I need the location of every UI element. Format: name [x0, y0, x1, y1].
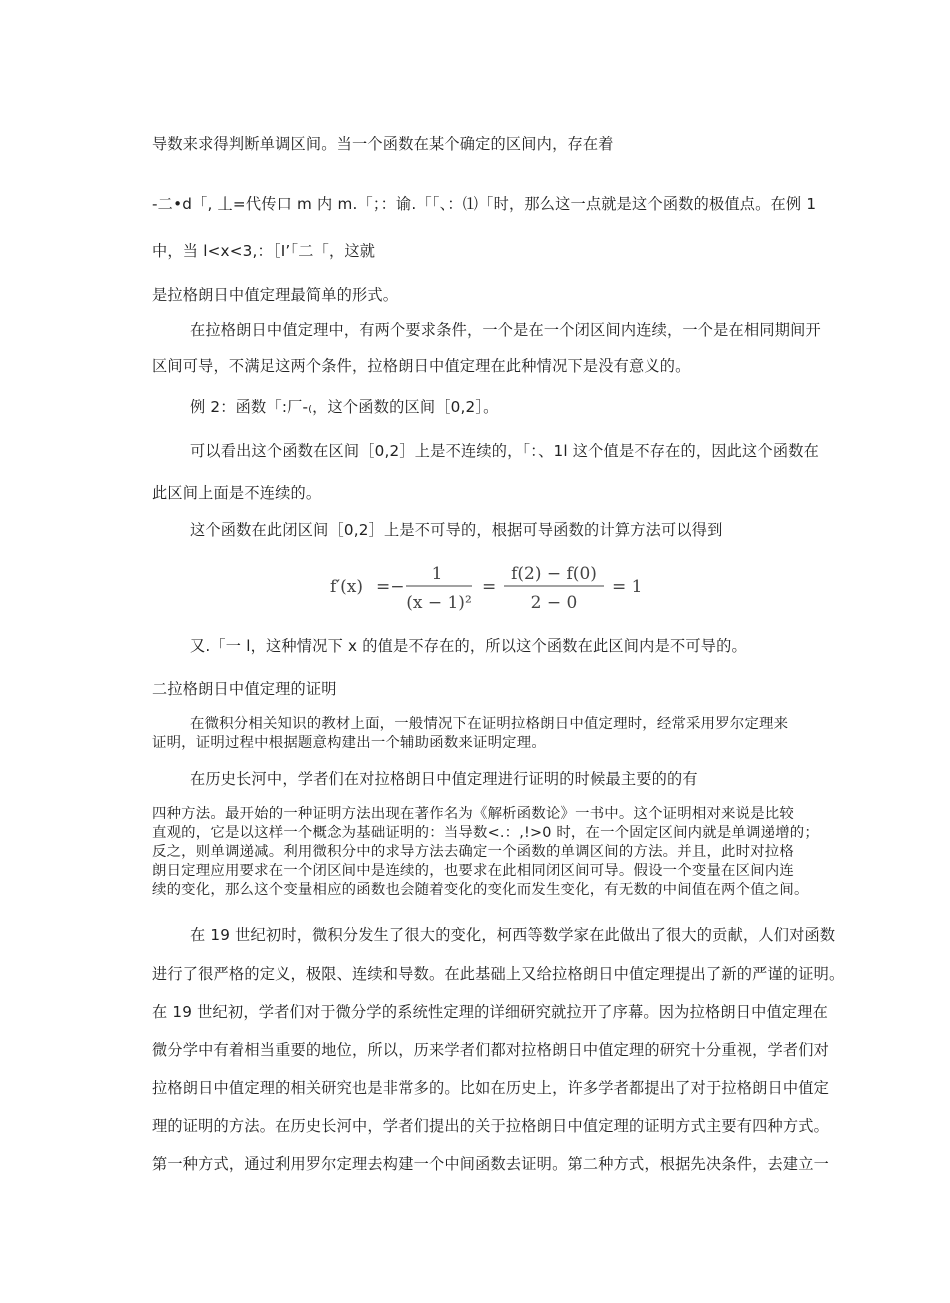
text-line: 导数来求得判断单调区间。当一个函数在某个确定的区间内，存在着: [152, 135, 614, 153]
text-line: 直观的，它是以这样一个概念为基础证明的：当导数<.：,!>0 时，在一个固定区间内就是单调递增的；: [152, 825, 819, 841]
paragraph-first-line: 这个函数在此闭区间［0,2］上是不可导的，根据可导函数的计算方法可以得到: [190, 521, 723, 539]
text-line: 拉格朗日中值定理的相关研究也是非常多的。比如在历史上，许多学者都提出了对于拉格朗日中值定: [152, 1079, 830, 1097]
text-line: 此区间上面是不连续的。: [152, 484, 322, 502]
formula-lhs: f′(x): [330, 577, 364, 597]
formula-eq2: =: [482, 577, 497, 597]
section-heading: 二拉格朗日中值定理的证明: [152, 680, 337, 698]
formula-num2: f(2) − f(0): [511, 564, 597, 584]
derivative-formula: [322, 556, 662, 616]
paragraph-first-line: 在拉格朗日中值定理中，有两个要求条件，一个是在一个闭区间内连续，一个是在相同期间开: [190, 321, 821, 339]
text-line: 反之，则单调递减。利用微积分中的求导方法去确定一个函数的单调区间的方法。并且，此时对拉格: [152, 844, 794, 860]
text-line: 区间可导，不满足这两个条件，拉格朗日中值定理在此种情况下是没有意义的。: [152, 357, 691, 375]
text-line: 在 19 世纪初，学者们对于微分学的系统性定理的详细研究就拉开了序幕。因为拉格朗日中值定理在: [152, 1003, 829, 1021]
text-line: 是拉格朗日中值定理最简单的形式。: [152, 286, 399, 304]
paragraph-first-line: 在 19 世纪初时，微积分发生了很大的变化，柯西等数学家在此做出了很大的贡献，人们对函数: [190, 926, 836, 944]
text-line: 续的变化，那么这个变量相应的函数也会随着变化的变化而发生变化，有无数的中间值在两个值之间。: [152, 882, 809, 898]
text-line: 微分学中有着相当重要的地位，所以，历来学者们都对拉格朗日中值定理的研究十分重视，学者们对: [152, 1041, 830, 1059]
formula-den1: (x − 1)²: [406, 593, 472, 613]
text-line: 四种方法。最开始的一种证明方法出现在著作名为《解析函数论》一书中。这个证明相对来说是比较: [152, 806, 794, 822]
text-line: -二•d「, 丄=代传口 m 内 m.「；：谕.「「、：⑴「时，那么这一点就是这个函数的极值点。在例 1: [152, 195, 817, 213]
formula-eq1: =−: [376, 577, 405, 597]
text-line: 理的证明的方法。在历史长河中，学者们提出的关于拉格朗日中值定理的证明方式主要有四种方式。: [152, 1117, 830, 1135]
paragraph-first-line: 可以看出这个函数在区间［0,2］上是不连续的，「：、1l 这个值是不存在的，因此这个函数在: [190, 442, 819, 460]
formula-num1: 1: [431, 564, 443, 584]
text-line: 进行了很严格的定义，极限、连续和导数。在此基础上又给拉格朗日中值定理提出了新的严谨的证明。: [152, 965, 845, 983]
text-line: 第一种方式，通过利用罗尔定理去构建一个中间函数去证明。第二种方式，根据先决条件，去建立一: [152, 1155, 830, 1173]
paragraph-first-line: 在微积分相关知识的教材上面，一般情况下在证明拉格朗日中值定理时，经常采用罗尔定理来: [190, 716, 789, 732]
text-line: 中，当 l<x<3,：［I’「二「，这就: [152, 242, 376, 260]
paragraph-first-line: 又.「一 l，这种情况下 x 的值是不存在的，所以这个函数在此区间内是不可导的。: [190, 637, 747, 655]
text-line: 朗日定理应用要求在一个闭区间中是连续的，也要求在此相同闭区间可导。假设一个变量在区间内连: [152, 863, 794, 879]
example-label: 例 2：函数「:厂-₍，这个函数的区间［0,2］。: [190, 398, 499, 416]
paragraph-first-line: 在历史长河中，学者们在对拉格朗日中值定理进行证明的时候最主要的的有: [190, 770, 698, 788]
text-line: 证明，证明过程中根据题意构建出一个辅助函数来证明定理。: [152, 735, 546, 751]
formula-svg: [322, 556, 662, 616]
formula-eq3: = 1: [612, 577, 643, 597]
formula-den2: 2 − 0: [530, 593, 578, 613]
